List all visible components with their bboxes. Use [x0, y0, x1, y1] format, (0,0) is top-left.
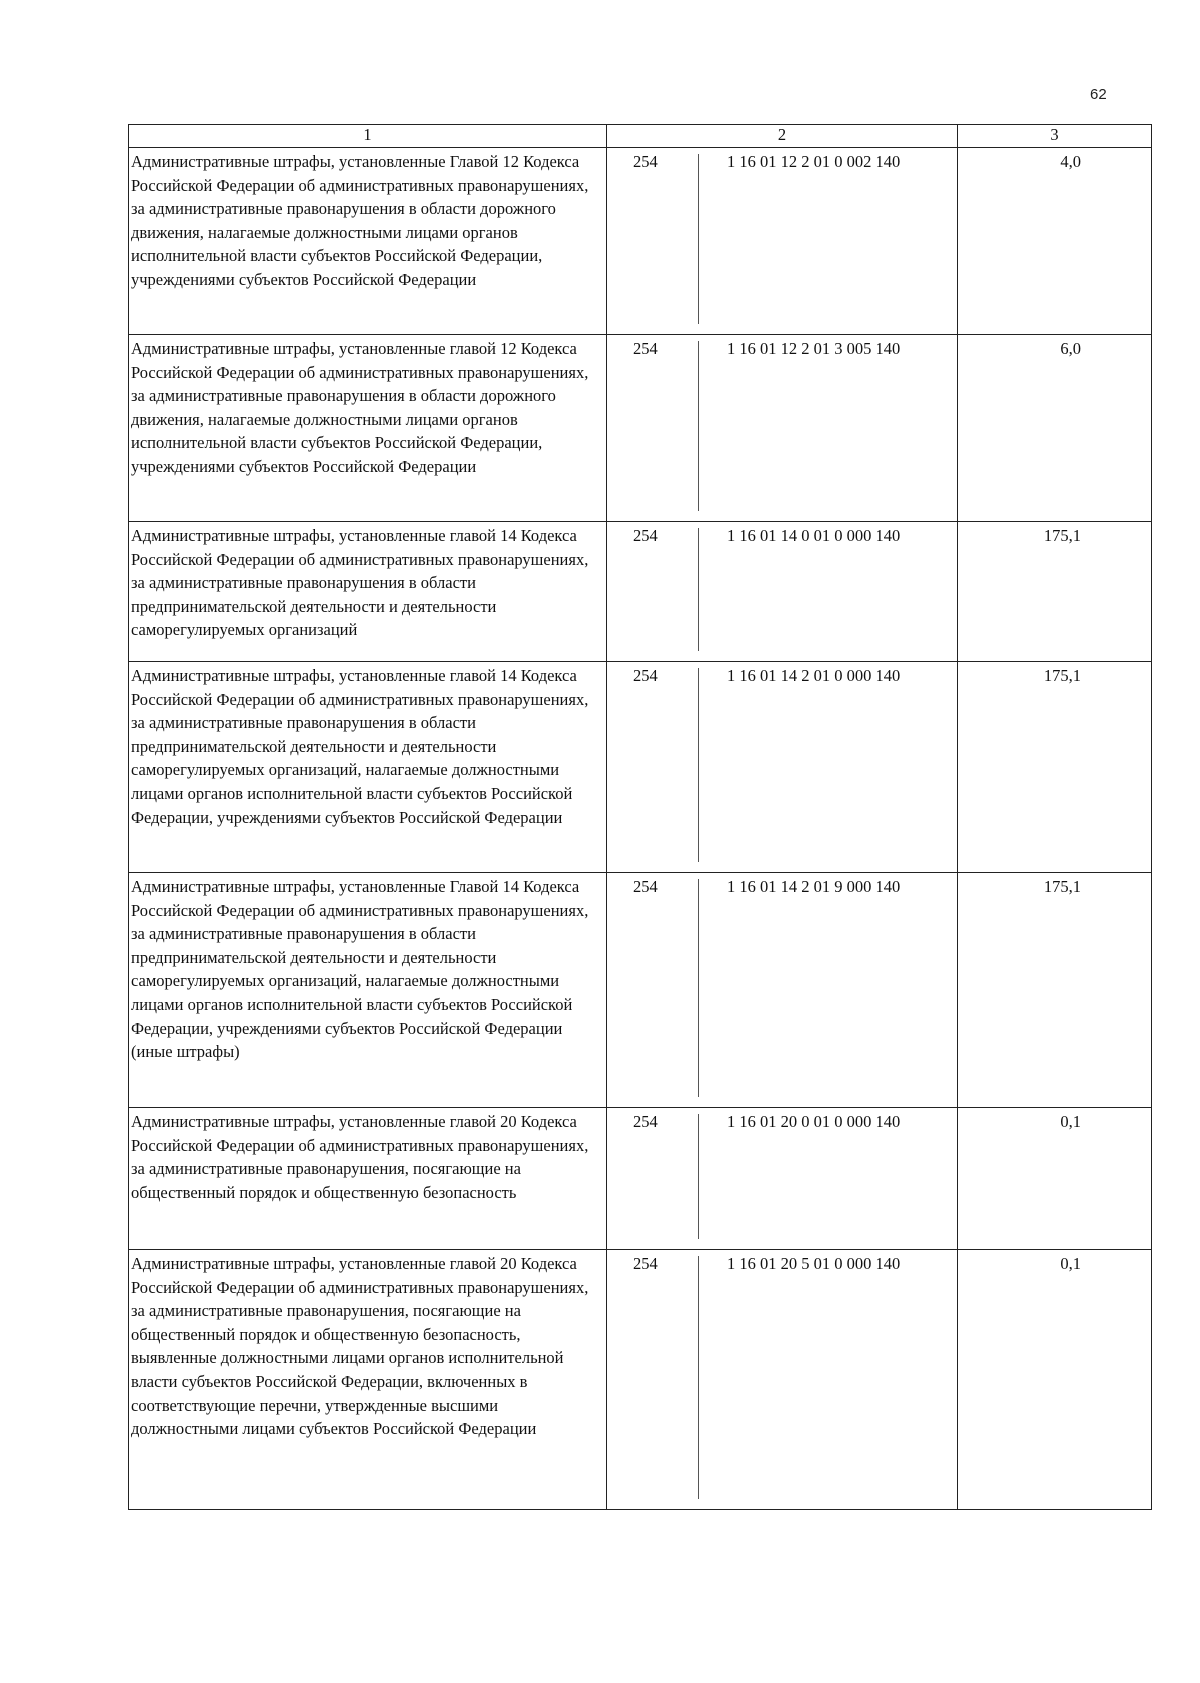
code-cell	[607, 1250, 958, 1510]
revenue-table	[128, 124, 1152, 1510]
code-cell	[607, 873, 958, 1108]
table-row	[129, 522, 1152, 662]
administrator-code: 254	[633, 152, 658, 171]
column-divider	[698, 668, 699, 862]
column-divider	[698, 1256, 699, 1499]
revenue-name-cell: Административные штрафы, установленные Главой 12 Кодекса Российской Федерации об административных правонарушениях, за административные правонарушения в области дорожного движения, налагаемые должностными лицами органов исполнительной власти субъектов Российской Федерации, учреждениями субъектов Российской Федерации	[129, 148, 607, 335]
amount-cell: 4,0	[958, 148, 1152, 335]
amount-cell: 6,0	[958, 335, 1152, 522]
column-header-3: 3	[958, 125, 1152, 148]
column-divider	[698, 341, 699, 511]
code-cell	[607, 1108, 958, 1250]
amount-cell: 175,1	[958, 662, 1152, 873]
table-row	[129, 1250, 1152, 1510]
amount-cell: 0,1	[958, 1108, 1152, 1250]
revenue-name-cell: Административные штрафы, установленные главой 12 Кодекса Российской Федерации об административных правонарушениях, за административные правонарушения в области дорожного движения, налагаемые должностными лицами органов исполнительной власти субъектов Российской Федерации, учреждениями субъектов Российской Федерации	[129, 335, 607, 522]
budget-classification-code: 1 16 01 14 2 01 0 000 140	[727, 666, 901, 685]
column-divider	[698, 1114, 699, 1239]
table-row	[129, 873, 1152, 1108]
administrator-code: 254	[633, 339, 658, 358]
administrator-code: 254	[633, 1254, 658, 1273]
administrator-code: 254	[633, 1112, 658, 1131]
code-cell	[607, 335, 958, 522]
revenue-name-cell: Административные штрафы, установленные Главой 14 Кодекса Российской Федерации об административных правонарушениях, за административные правонарушения в области предпринимательской деятельности и деятельности саморегулируемых организаций, налагаемые должностными лицами органов исполнительной власти субъектов Российской Федерации, учреждениями субъектов Российской Федерации (иные штрафы)	[129, 873, 607, 1108]
budget-classification-code: 1 16 01 12 2 01 0 002 140	[727, 152, 901, 171]
table-row	[129, 335, 1152, 522]
column-header-2: 2	[607, 125, 958, 148]
budget-classification-code: 1 16 01 14 2 01 9 000 140	[727, 877, 901, 896]
administrator-code: 254	[633, 666, 658, 685]
budget-classification-code: 1 16 01 20 0 01 0 000 140	[727, 1112, 901, 1131]
administrator-code: 254	[633, 526, 658, 545]
budget-classification-code: 1 16 01 14 0 01 0 000 140	[727, 526, 901, 545]
budget-classification-code: 1 16 01 20 5 01 0 000 140	[727, 1254, 901, 1273]
revenue-name-cell: Административные штрафы, установленные главой 20 Кодекса Российской Федерации об административных правонарушениях, за административные правонарушения, посягающие на общественный порядок и общественную безопасность, выявленные должностными лицами органов исполнительной власти субъектов Российской Федерации, включенных в соответствующие перечни, утвержденные высшими должностными лицами субъектов Российской Федерации	[129, 1250, 607, 1510]
column-divider	[698, 154, 699, 324]
code-cell	[607, 522, 958, 662]
amount-cell: 0,1	[958, 1250, 1152, 1510]
table-row	[129, 1108, 1152, 1250]
amount-cell: 175,1	[958, 873, 1152, 1108]
code-cell	[607, 662, 958, 873]
amount-cell: 175,1	[958, 522, 1152, 662]
page-number: 62	[1090, 86, 1107, 103]
revenue-name-cell: Административные штрафы, установленные главой 14 Кодекса Российской Федерации об административных правонарушениях, за административные правонарушения в области предпринимательской деятельности и деятельности саморегулируемых организаций	[129, 522, 607, 662]
table-header-row	[129, 125, 1152, 148]
column-divider	[698, 528, 699, 651]
revenue-name-cell: Административные штрафы, установленные главой 20 Кодекса Российской Федерации об административных правонарушениях, за административные правонарушения, посягающие на общественный порядок и общественную безопасность	[129, 1108, 607, 1250]
table-row	[129, 148, 1152, 335]
administrator-code: 254	[633, 877, 658, 896]
budget-classification-code: 1 16 01 12 2 01 3 005 140	[727, 339, 901, 358]
column-header-1: 1	[129, 125, 607, 148]
column-divider	[698, 879, 699, 1097]
code-cell	[607, 148, 958, 335]
table-row	[129, 662, 1152, 873]
revenue-name-cell: Административные штрафы, установленные главой 14 Кодекса Российской Федерации об административных правонарушениях, за административные правонарушения в области предпринимательской деятельности и деятельности саморегулируемых организаций, налагаемые должностными лицами органов исполнительной власти субъектов Российской Федерации, учреждениями субъектов Российской Федерации	[129, 662, 607, 873]
